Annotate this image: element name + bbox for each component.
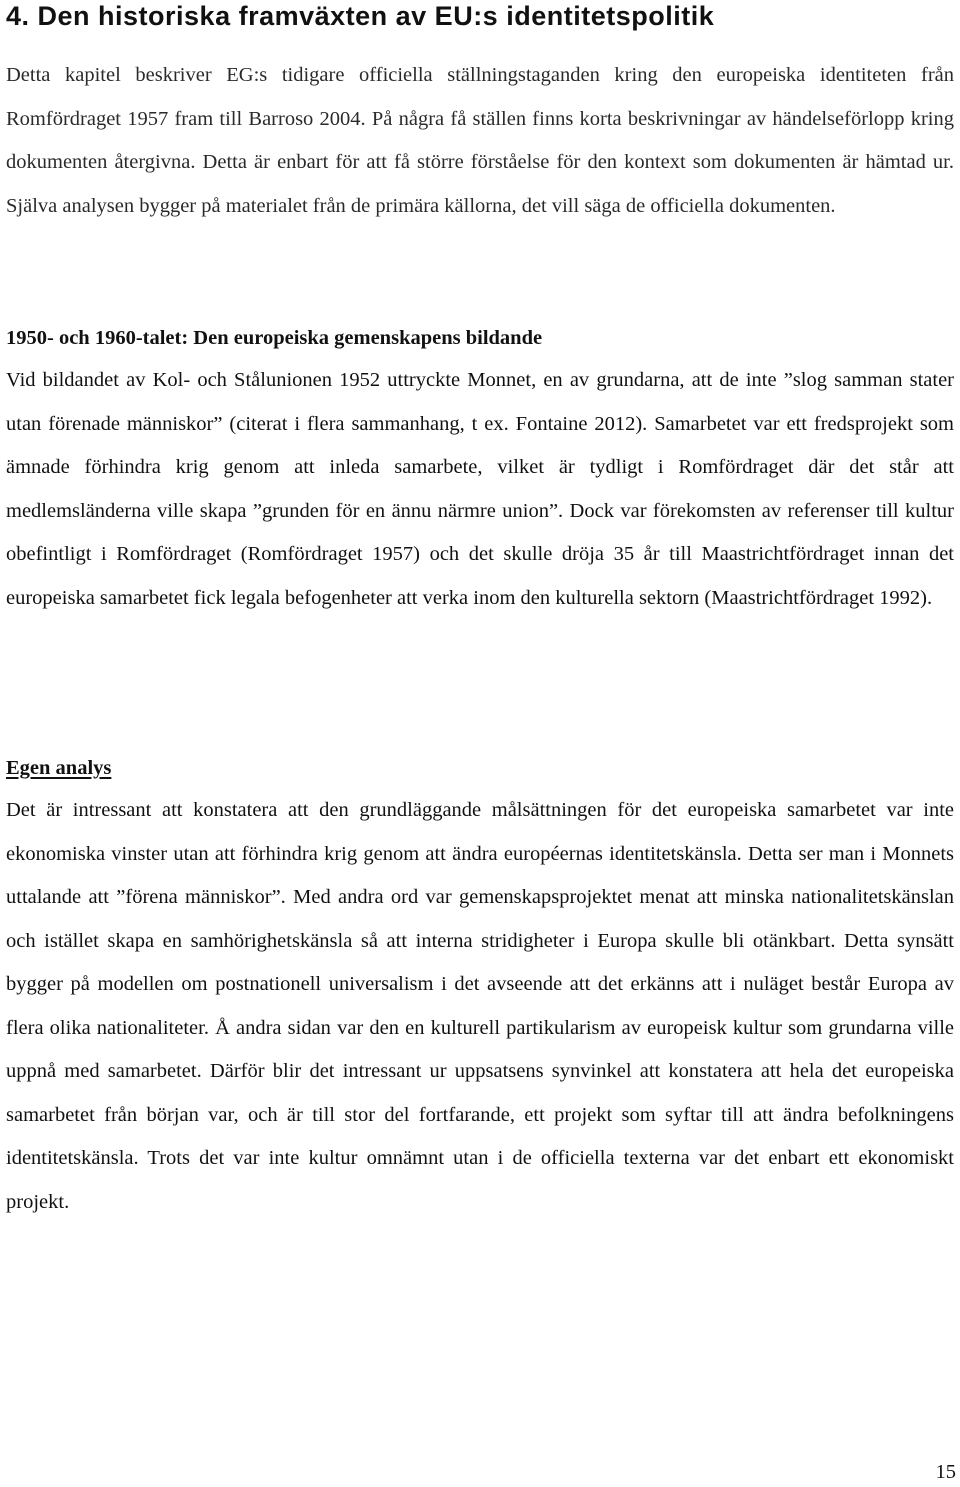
section-heading-egen-analys: Egen analys <box>6 757 112 779</box>
section-heading-1950s: 1950- och 1960-talet: Den europeiska gemenskapens bildande <box>6 327 543 349</box>
section-paragraph-egen-analys: Det är intressant att konstatera att den grundläggande målsättningen för det europeiska samarbetet var inte ekonomiska vinster utan att förhindra krig genom att ändra européernas identitetskänsla. Detta ser man i Monnets uttalande att ”förena människor”. Med andra ord var gemenskapsprojektet menat att minska nationalitetskänslan och istället skapa en samhörighetskänsla så att interna stridigheter i Europa skulle bli otänkbart. Detta synsätt bygger på modellen om postnationell universalism i det avseende att det erkänns att i nuläget består Europa av flera olika nationaliteter. Å andra sidan var den en kulturell partikularism av europeisk kultur som grundarna ville uppnå med samarbetet. Därför blir det intressant ur uppsatsens synvinkel att konstatera att hela det europeiska samarbetet från början var, och är till stor del fortfarande, ett projekt som syftar till att ändra befolkningens identitetskänsla. Trots det var inte kultur omnämnt utan i de officiella texterna var det enbart ett ekonomiskt projekt. <box>6 799 954 1213</box>
chapter-title: 4. Den historiska framväxten av EU:s identitetspolitik <box>6 1 715 31</box>
page-number: 15 <box>935 1461 956 1483</box>
intro-paragraph: Detta kapitel beskriver EG:s tidigare officiella ställningstaganden kring den europeiska identiteten från Romfördraget 1957 fram till Barroso 2004. På några få ställen finns korta beskrivningar av händelseförlopp kring dokumenten återgivna. Detta är enbart för att få större förståelse för den kontext som dokumenten är hämtad ur. Själva analysen bygger på materialet från de primära källorna, det vill säga de officiella dokumenten. <box>6 64 954 217</box>
section-paragraph-1950s: Vid bildandet av Kol- och Stålunionen 1952 uttryckte Monnet, en av grundarna, att de inte ”slog samman stater utan förenade människor” (citerat i flera sammanhang, t ex. Fontaine 2012). Samarbetet var ett fredsprojekt som ämnade förhindra krig genom att inleda samarbete, vilket är tydligt i Romfördraget där det står att medlemsländerna ville skapa ”grunden för en ännu närmre union”. Dock var förekomsten av referenser till kultur obefintligt i Romfördraget (Romfördraget 1957) och det skulle dröja 35 år till Maastrichtfördraget innan det europeiska samarbetet fick legala befogenheter att verka inom den kulturella sektorn (Maastrichtfördraget 1992). <box>6 369 954 609</box>
